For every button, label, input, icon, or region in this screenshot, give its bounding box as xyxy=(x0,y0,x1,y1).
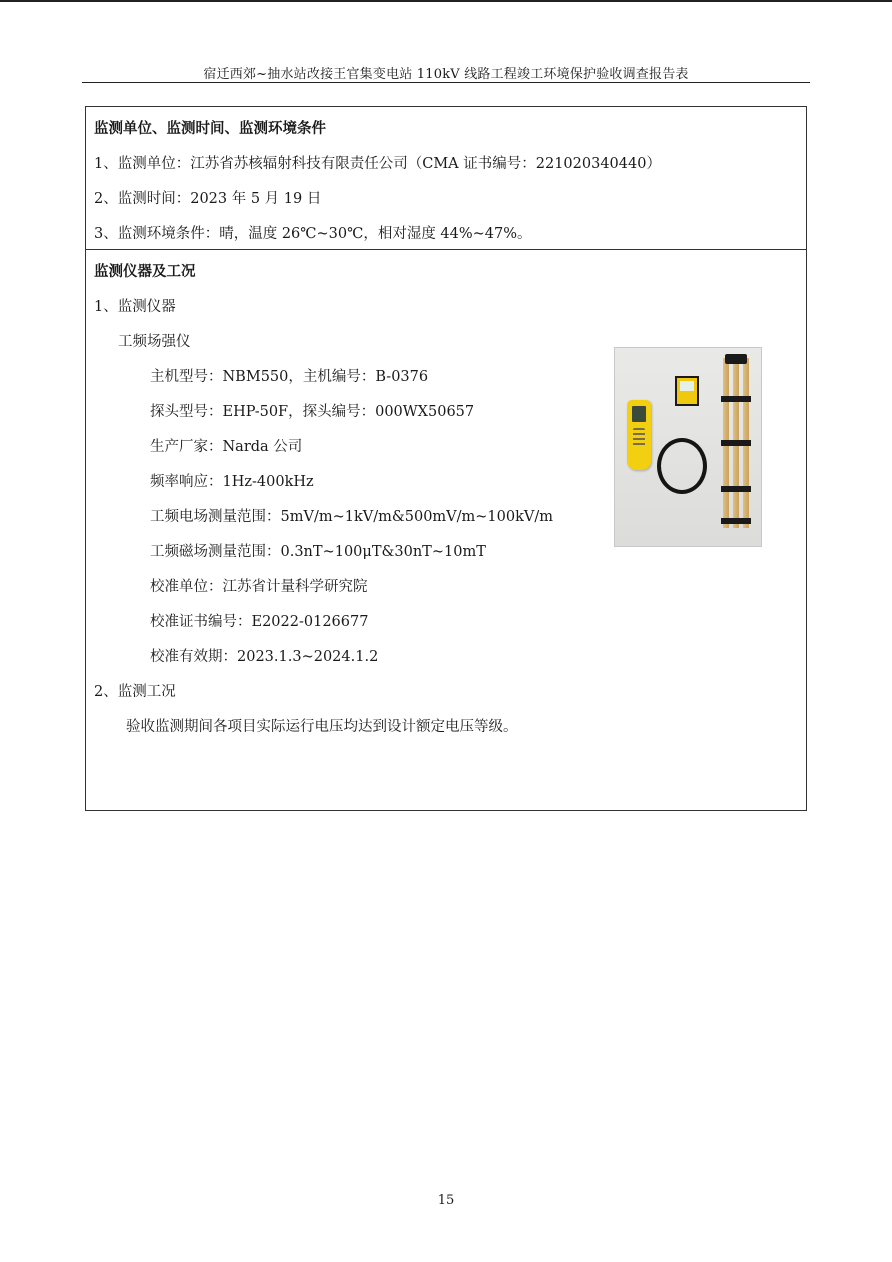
environment-conditions-line: 3、监测环境条件：晴，温度 26℃~30℃，相对湿度 44%~47%。 xyxy=(94,226,532,242)
spec-probe-model: 探头型号：EHP-50F，探头编号：000WX50657 xyxy=(150,404,475,420)
section-heading-instruments: 监测仪器及工况 xyxy=(94,263,196,280)
spec-magnetic-range: 工频磁场测量范围：0.3nT~100μT&30nT~10mT xyxy=(150,544,486,560)
tripod-image xyxy=(719,358,753,538)
spec-calibration-cert: 校准证书编号：E2022-0126677 xyxy=(150,614,369,630)
operating-conditions-subheading: 2、监测工况 xyxy=(94,684,176,700)
spec-calibration-unit: 校准单位：江苏省计量科学研究院 xyxy=(150,579,368,595)
spec-calibration-validity: 校准有效期：2023.1.3~2024.1.2 xyxy=(150,649,379,665)
instrument-name: 工频场强仪 xyxy=(118,334,191,350)
monitoring-time-line: 2、监测时间：2023 年 5 月 19 日 xyxy=(94,191,322,207)
top-border xyxy=(0,0,892,2)
report-table xyxy=(85,106,807,811)
running-header: 宿迁西郊~抽水站改接王官集变电站 110kV 线路工程竣工环境保护验收调查报告表 xyxy=(203,67,689,82)
monitoring-unit-line: 1、监测单位：江苏省苏核辐射科技有限责任公司（CMA 证书编号：221020340440） xyxy=(94,156,661,172)
section-heading-conditions: 监测单位、监测时间、监测环境条件 xyxy=(94,120,326,137)
spec-manufacturer: 生产厂家：Narda 公司 xyxy=(150,439,303,455)
instruments-section xyxy=(86,249,806,810)
spec-electric-range: 工频电场测量范围：5mV/m~1kV/m&500mV/m~100kV/m xyxy=(150,509,554,525)
operating-conditions-text: 验收监测期间各项目实际运行电压均达到设计额定电压等级。 xyxy=(126,719,518,735)
cable-image xyxy=(657,438,707,494)
instruments-subheading: 1、监测仪器 xyxy=(94,299,176,315)
header-rule xyxy=(82,82,810,83)
spec-host-model: 主机型号：NBM550，主机编号：B-0376 xyxy=(150,369,429,385)
spec-frequency-response: 频率响应：1Hz-400kHz xyxy=(150,474,314,490)
field-meter-image xyxy=(627,400,651,470)
field-probe-image xyxy=(675,376,699,406)
page-number: 15 xyxy=(437,1193,455,1208)
monitoring-conditions-section xyxy=(86,107,806,249)
instrument-photo xyxy=(614,347,762,547)
